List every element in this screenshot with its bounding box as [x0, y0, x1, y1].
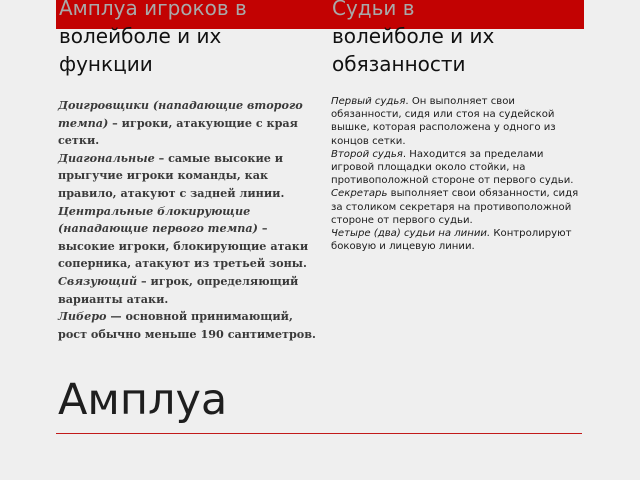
- role-paragraph: [58, 203, 320, 273]
- role-paragraph: [58, 150, 320, 203]
- role-paragraph: [58, 308, 320, 343]
- role-description: – игроки, атакующие с края сетки.: [58, 115, 298, 148]
- left-heading-line-2: волейболе и их: [59, 24, 222, 48]
- referee-term: Четыре (два) судьи на линии.: [331, 228, 491, 240]
- referees-text: [331, 95, 581, 253]
- role-description: – игрок, определяющий варианты атаки.: [58, 273, 299, 306]
- left-heading-line-1: Амплуа игроков в: [59, 0, 247, 20]
- referee-paragraph: [331, 227, 581, 253]
- referee-paragraph: [331, 187, 581, 227]
- referee-paragraph: [331, 95, 581, 148]
- referee-paragraph: [331, 148, 581, 188]
- title-underline: [56, 433, 582, 434]
- referee-term: Первый судья: [331, 96, 406, 107]
- right-column-heading: [332, 0, 494, 78]
- role-description: – высокие игроки, блокирующие атаки соперника, атакуют из третьей зоны.: [58, 221, 309, 271]
- referee-description: . Он выполняет свои обязанности, сидя или стоя на судейской вышке, которая расположена у одного из концов сетки.: [331, 96, 556, 147]
- left-column-heading: [59, 0, 247, 78]
- role-description: — основной принимающий, рост обычно меньше 190 сантиметров.: [58, 309, 316, 341]
- referee-description: Контролируют боковую и лицевую линии.: [331, 228, 572, 253]
- role-paragraph: [58, 273, 320, 308]
- referee-term: Второй судья: [331, 148, 403, 160]
- role-term: Либеро: [58, 309, 107, 324]
- role-term: Связующий: [58, 273, 138, 288]
- role-paragraph: [58, 97, 320, 150]
- referee-description: выполняет свои обязанности, сидя за столиком секретаря на противоположной стороне от первого судьи.: [331, 188, 579, 226]
- role-term: Центральные блокирующие (нападающие первого темпа): [58, 203, 258, 236]
- slide-title: Амплуа: [58, 375, 228, 425]
- right-heading-line-1: Судьи в: [332, 0, 415, 20]
- role-term: Доигровщики (нападающие второго темпа): [58, 98, 303, 130]
- left-heading-line-3: функции: [59, 52, 153, 76]
- player-roles-text: [58, 97, 320, 343]
- referee-term: Секретарь: [331, 188, 388, 200]
- referee-description: . Находится за пределами игровой площадки около стойки, на противоположной стороне от первого судьи.: [331, 148, 574, 187]
- role-term: Диагональные: [58, 150, 155, 165]
- right-heading-line-3: обязанности: [332, 52, 466, 76]
- role-description: – самые высокие и прыгучие игроки команды, как правило, атакуют с задней линии.: [58, 150, 285, 200]
- right-heading-line-2: волейболе и их: [332, 24, 495, 48]
